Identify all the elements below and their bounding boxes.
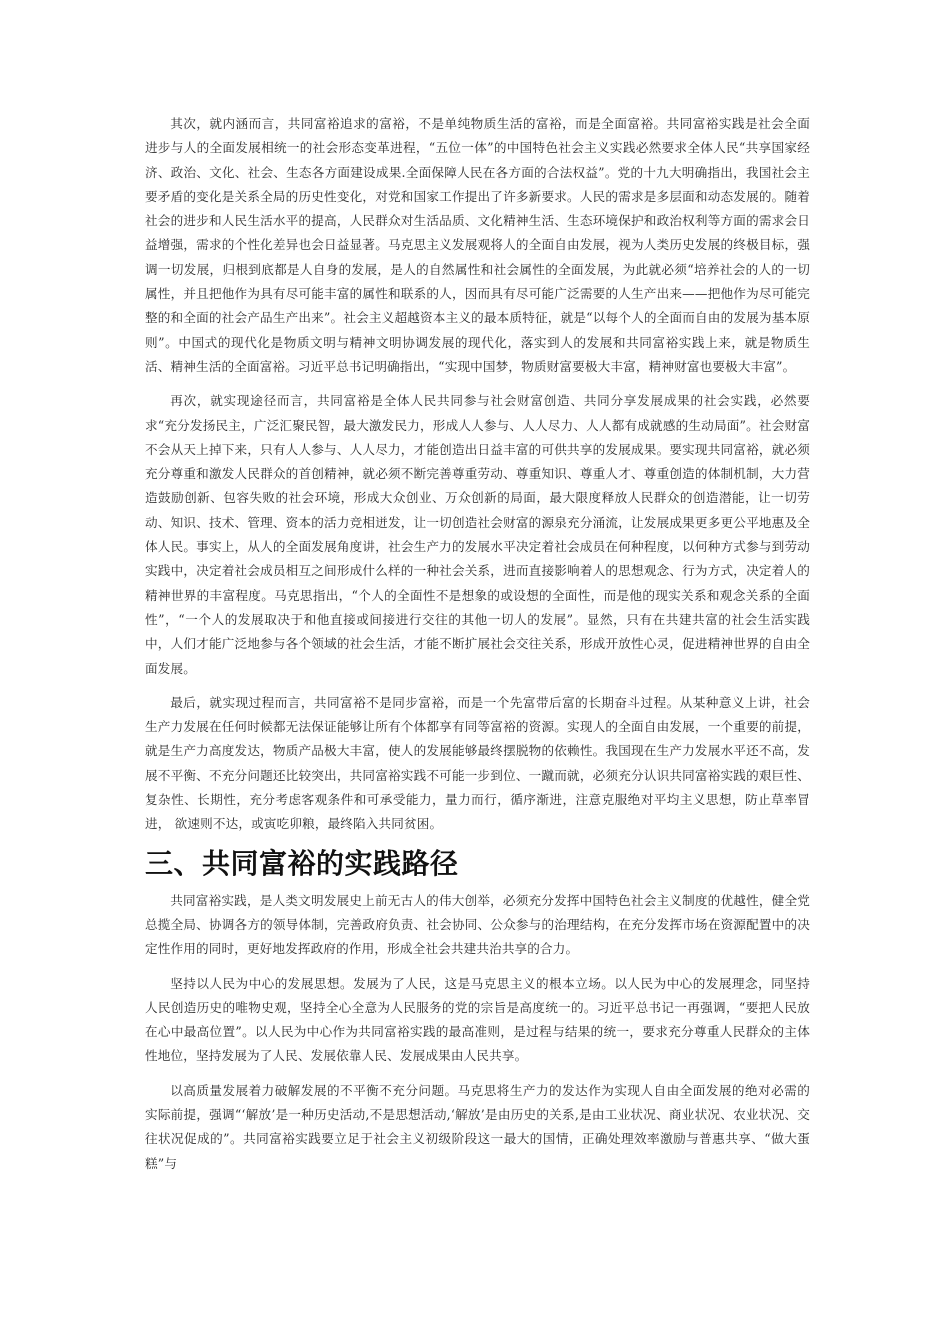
paragraph-approach: 再次，就实现途径而言，共同富裕是全体人民共同参与社会财富创造、共同分享发展成果的社会实践，必然要求“充分发扬民主，广泛汇聚民智，最大激发民力，形成人人参与、人人尽力、人人都有成就感的生动局面”。社会财富不会从天上掉下来，只有人人参与、人人尽力，才能创造出日益丰富的可供共享的发展成果。要实现共同富裕，就必须充分尊重和激发人民群众的首创精神，就必须不断完善尊重劳动、尊重知识、尊重人才、尊重创造的体制机制，大力营造鼓励创新、包容失败的社会环境，形成大众创业、万众创新的局面，最大限度释放人民群众的创造潜能，让一切劳动、知识、技术、管理、资本的活力竞相迸发，让一切创造社会财富的源泉充分涌流，让发展成果更多更公平地惠及全体人民。事实上，从人的全面发展角度讲，社会生产力的发展水平决定着社会成员在何种程度，以何种方式参与到劳动实践中，决定着社会成员相互之间形成什么样的一种社会关系，进而直接影响着人的思想观念、行为方式，决定着人的精神世界的丰富程度。马克思指出，“个人的全面性不是想象的或设想的全面性，而是他的现实关系和观念关系的全面性”，“一个人的发展取决于和他直接或间接进行交往的其他一切人的发展”。显然，只有在共建共富的社会生活实践中，人们才能广泛地参与各个领域的社会生活，才能不断扩展社会交往关系，形成开放性心灵，促进精神世界的自由全面发展。 [145,393,810,676]
paragraph-high-quality-development: 以高质量发展着力破解发展的不平衡不充分问题。马克思将生产力的发达作为实现人自由全面发展的绝对必需的 实际前提，强调“‘解放’是一种历史活动,不是思想活动,‘解放’是由历史的关系,是由工业状况、商业状况、农业状况、交往状况促成的”。共同富裕实践要立足于社会主义初级阶段这一最大的国情，正确处理效率激励与普惠共享、“做大蛋糕”与 [145,1082,810,1171]
paragraph-people-centered: 坚持以人民为中心的发展思想。发展为了人民，这是马克思主义的根本立场。以人民为中心的发展理念，同坚持 人民创造历史的唯物史观，坚持全心全意为人民服务的党的宗旨是高度统一的。习近平总书记一再强调，“要把人民放在心中最高位置”。以人民为中心作为共同富裕实践的最高准则，是过程与结果的统一，要求充分尊重人民群众的主体性地位，坚持发展为了人民、发展依靠人民、发展成果由人民共享。 [145,975,810,1064]
document-body [145,112,810,1176]
paragraph-practice-intro: 共同富裕实践，是人类文明发展史上前无古人的伟大创举，必须充分发挥中国特色社会主义制度的优越性，健全党总揽全局、协调各方的领导体制，完善政府负责、社会协同、公众参与的治理结构，在充分发挥市场在资源配置中的决定性作用的同时，更好地发挥政府的作用，形成全社会共建共治共享的合力。 [145,892,810,957]
paragraph-process: 最后，就实现过程而言，共同富裕不是同步富裕，而是一个先富带后富的长期奋斗过程。从某种意义上讲，社会 生产力发展在任何时候都无法保证能够让所有个体都享有同等富裕的资源。实现人的全面自由发展，一个重要的前提， 就是生产力高度发达，物质产品极大丰富，使人的发展能够最终摆脱物的依赖性。我国现在生产力发展水平还不高，发展不平衡、不充分问题还比较突出，共同富裕实践不可能一步到位、一蹴而就，必须充分认识共同富裕实践的艰巨性、复杂性、长期性，充分考虑客观条件和可承受能力，量力而行，循序渐进，注意克服绝对平均主义思想，防止草率冒进， 欲速则不达，或寅吃卯粮，最终陷入共同贫困。 [145,694,810,832]
section-heading: 三、共同富裕的实践路径 [145,846,459,880]
paragraph-connotation: 其次，就内涵而言，共同富裕追求的富裕，不是单纯物质生活的富裕，而是全面富裕。共同富裕实践是社会全面 进步与人的全面发展相统一的社会形态变革进程，“五位一体”的中国特色社会主义实践必然要求全体人民“共享国家经 济、政治、文化、社会、生态各方面建设成果.全面保障人民在各方面的合法权益”。党的十九大明确指出，我国社会主 要矛盾的变化是关系全局的历史性变化，对党和国家工作提出了许多新要求。人民的需求是多层面和动态发展的。随着社会的进步和人民生活水平的提高，人民群众对生活品质、文化精神生活、生态环境保护和政治权利等方面的需求会日益增强，需求的个性化差异也会日益显著。马克思主义发展观将人的全面自由发展，视为人类历史发展的终极目标，强调一切发展，归根到底都是人自身的发展，是人的自然属性和社会属性的全面发展，为此就必须“培养社会的人的一切属性，并且把他作为具有尽可能丰富的属性和联系的人，因而具有尽可能广泛需要的人生产出来——把他作为尽可能完整的和全面的社会产品生产出来”。社会主义超越资本主义的最本质特征，就是“以每个人的全面而自由的发展为基本原则”。中国式的现代化是物质文明与精神文明协调发展的现代化，落实到人的发展和共同富裕实践上来，就是物质生活、精神生活的全面富裕。习近平总书记明确指出，“实现中国梦，物质财富要极大丰富，精神财富也要极大丰富”。 [145,116,810,374]
